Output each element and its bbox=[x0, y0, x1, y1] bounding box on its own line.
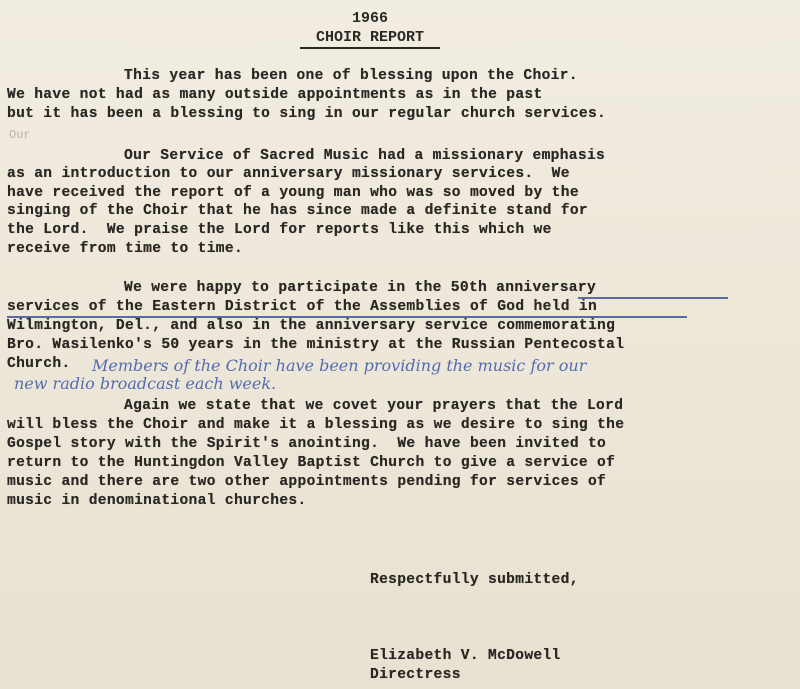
p2-line-2: as an introduction to our anniversary missionary services. We bbox=[7, 166, 570, 182]
p3-line-5: Church. bbox=[7, 356, 71, 372]
p4-line-6: music in denominational churches. bbox=[7, 493, 307, 509]
p2-line-4: singing of the Choir that he has since made a definite stand for bbox=[7, 203, 588, 219]
p4-line-2: will bless the Choir and make it a blessing as we desire to sing the bbox=[7, 417, 625, 433]
p3-line-3: Wilmington, Del., and also in the anniversary service commemorating bbox=[7, 318, 616, 334]
p3-line-1: We were happy to participate in the 50th anniversary bbox=[124, 280, 597, 296]
p1-line-3: but it has been a blessing to sing in our regular church services. bbox=[7, 106, 607, 122]
report-year: 1966 bbox=[351, 10, 388, 27]
p2-line-6: receive from time to time. bbox=[7, 241, 244, 257]
p4-line-3: Gospel story with the Spirit's anointing. We have been invited to bbox=[7, 436, 607, 452]
p1-line-1: This year has been one of blessing upon the Choir. bbox=[124, 68, 578, 84]
p4-line-4: return to the Huntingdon Valley Baptist Church to give a service of bbox=[7, 455, 616, 471]
signatory-name: Elizabeth V. McDowell bbox=[370, 648, 561, 664]
p1-faint-word: Our bbox=[9, 128, 31, 142]
report-title: CHOIR REPORT bbox=[315, 29, 425, 46]
p2-line-3: have received the report of a young man who was so moved by the bbox=[7, 185, 579, 201]
title-underline bbox=[300, 47, 440, 49]
handwritten-note-line-1: Members of the Choir have been providing the music for our bbox=[92, 356, 587, 375]
closing-salutation: Respectfully submitted, bbox=[370, 572, 579, 588]
p4-line-1: Again we state that we covet your prayers that the Lord bbox=[124, 398, 624, 414]
p3-line-4: Bro. Wasilenko's 50 years in the ministry at the Russian Pentecostal bbox=[7, 337, 625, 353]
pen-underline-anniversary bbox=[578, 297, 728, 299]
handwritten-note-line-2: new radio broadcast each week. bbox=[14, 374, 277, 393]
p2-line-1: Our Service of Sacred Music had a missionary emphasis bbox=[124, 148, 606, 164]
pen-underline-services bbox=[7, 316, 687, 318]
p2-line-5: the Lord. We praise the Lord for reports like this which we bbox=[7, 222, 552, 238]
p3-line-2: services of the Eastern District of the Assemblies of God held in bbox=[7, 299, 598, 315]
p1-line-2: We have not had as many outside appointments as in the past bbox=[7, 87, 543, 103]
p4-line-5: music and there are two other appointments pending for services of bbox=[7, 474, 607, 490]
signatory-role: Directress bbox=[370, 667, 461, 683]
